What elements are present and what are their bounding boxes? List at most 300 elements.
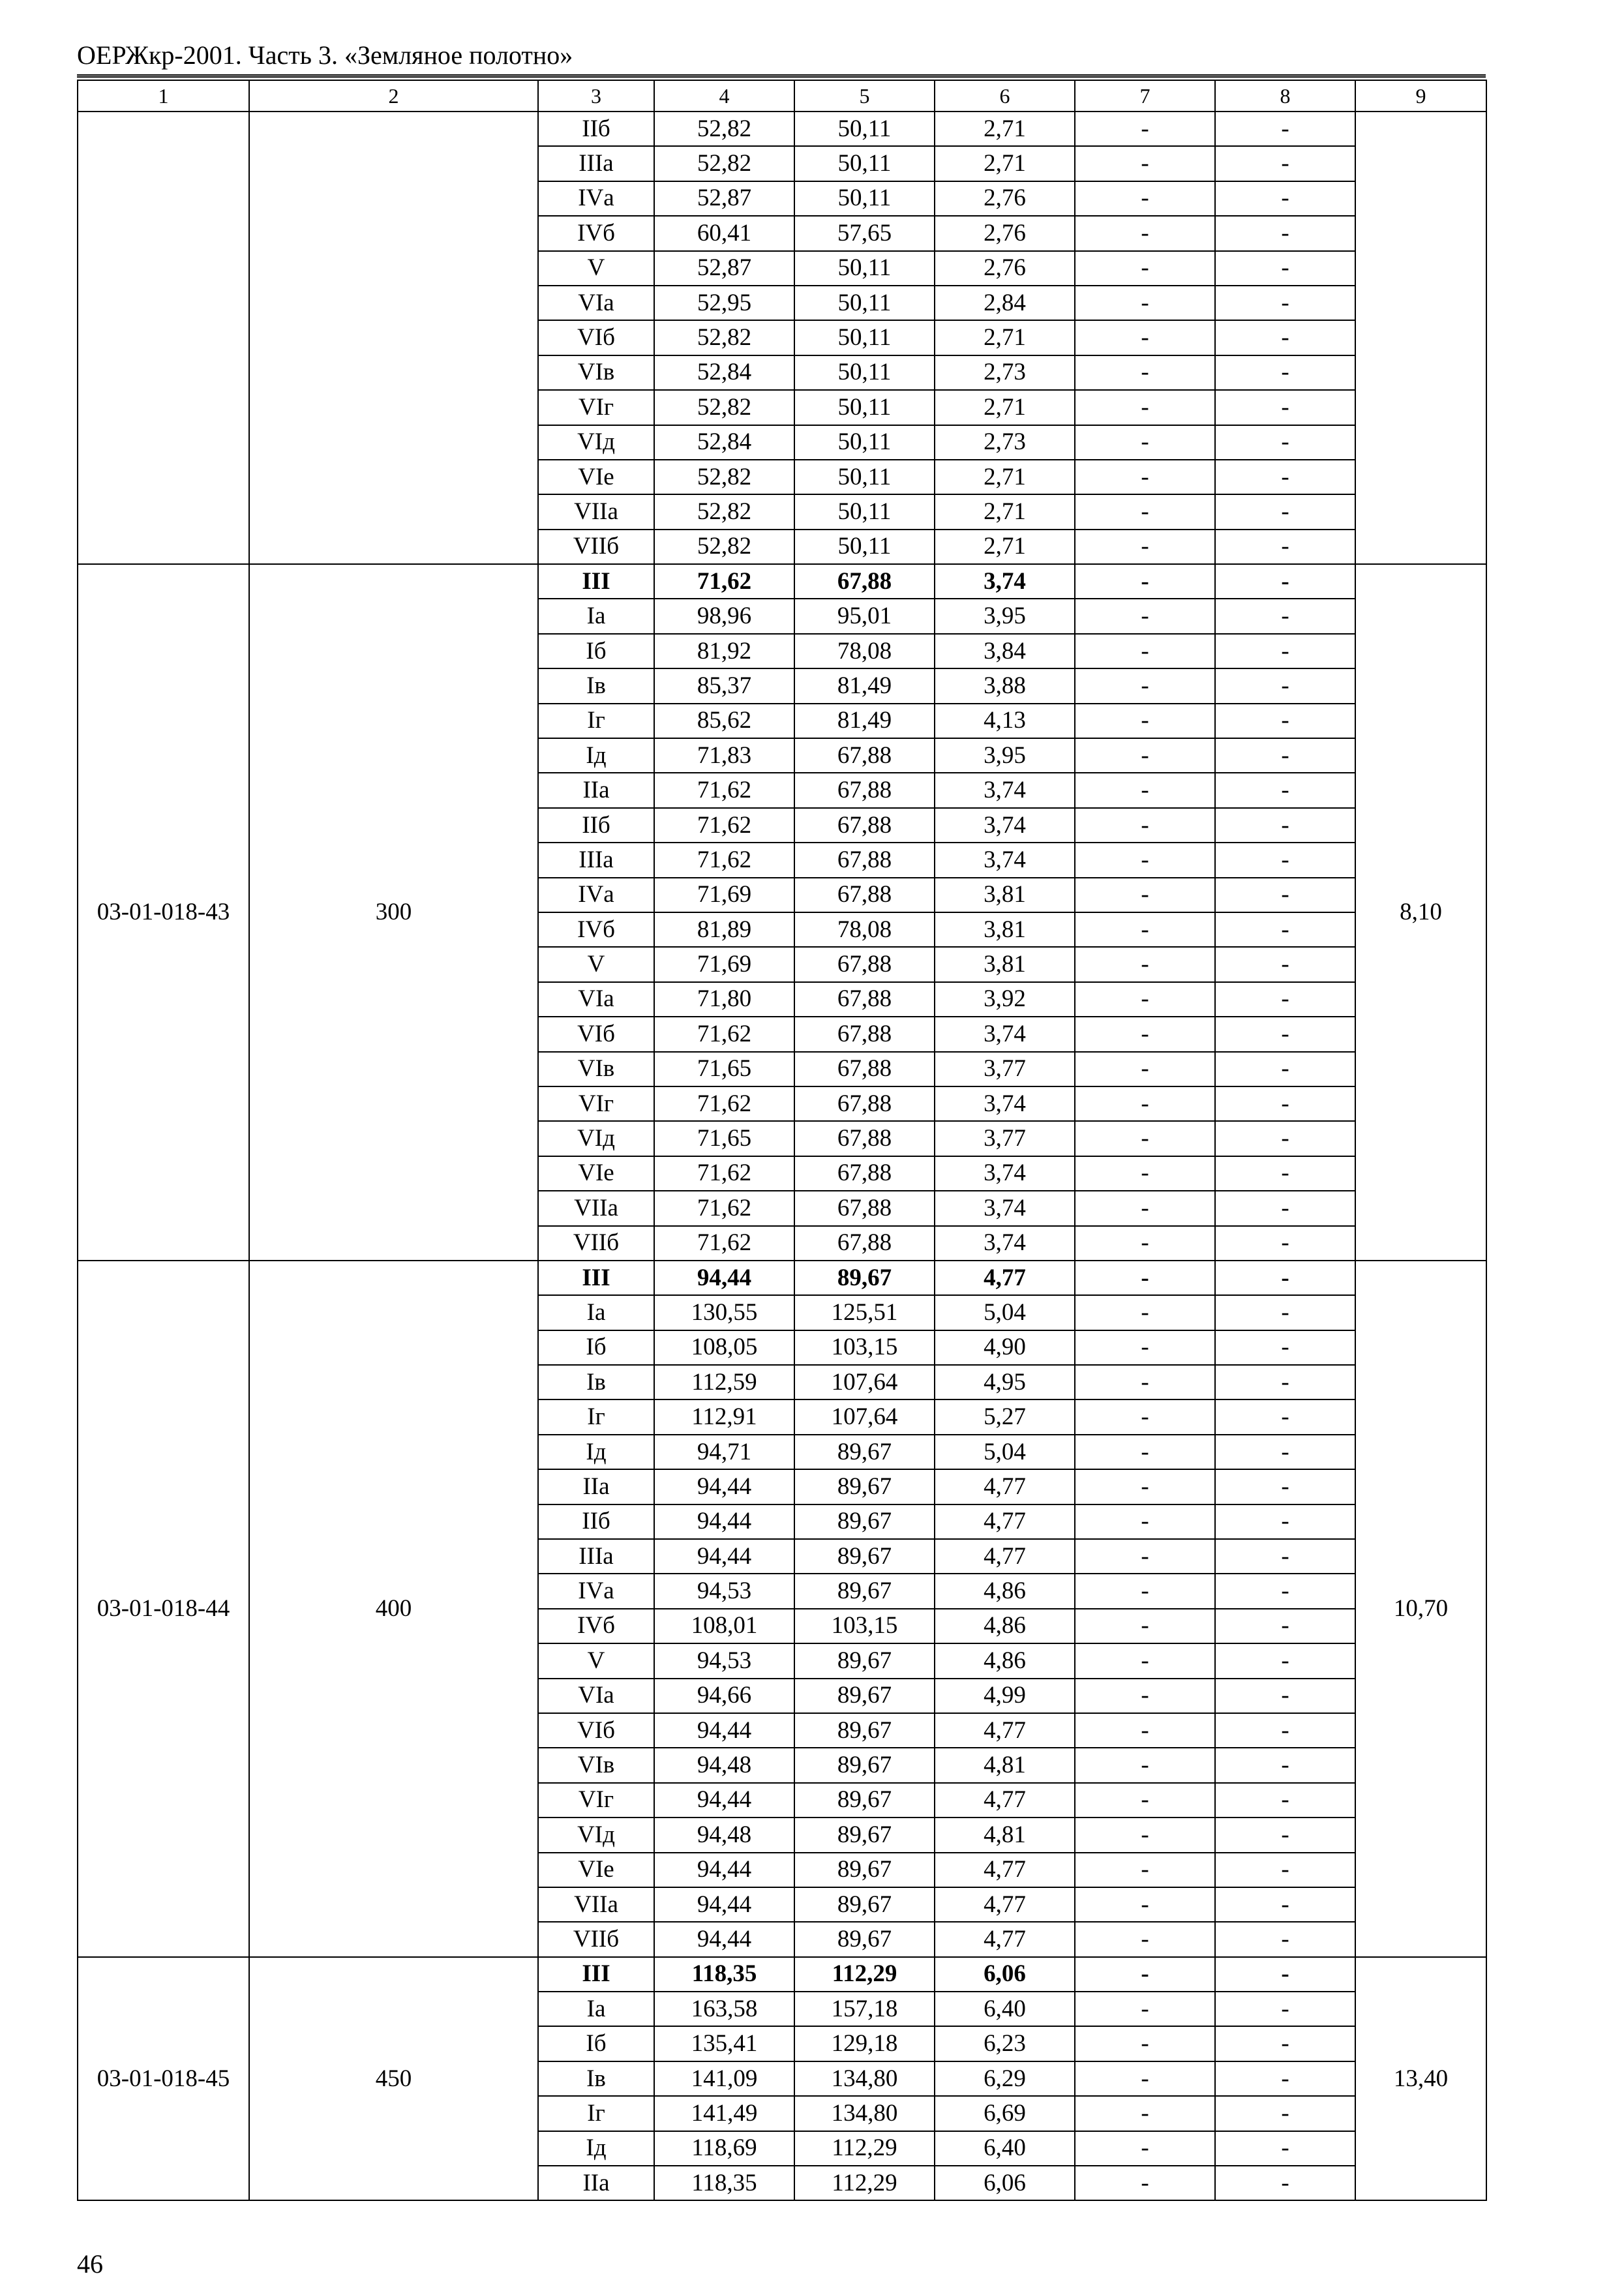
cell-col8: - (1215, 2026, 1355, 2061)
cell-col8: - (1215, 1783, 1355, 1818)
cell-total-cost: 112,91 (654, 1399, 794, 1434)
cell-zone: III (538, 1957, 654, 1992)
cell-machine-cost: 4,77 (935, 1261, 1075, 1295)
cell-wages: 67,88 (794, 738, 935, 773)
cell-zone: VIа (538, 982, 654, 1017)
cell-col8: - (1215, 599, 1355, 633)
cell-col8: - (1215, 390, 1355, 425)
cell-col8: - (1215, 2096, 1355, 2131)
cell-zone: VIг (538, 1783, 654, 1818)
cell-total-cost: 94,53 (654, 1574, 794, 1608)
cell-wages: 89,67 (794, 1748, 935, 1782)
cell-col8: - (1215, 1295, 1355, 1330)
cell-zone: Iг (538, 1399, 654, 1434)
cell-col8: - (1215, 1052, 1355, 1086)
cell-total-cost: 52,82 (654, 494, 794, 529)
cell-wages: 89,67 (794, 1783, 935, 1818)
cell-total-cost: 71,62 (654, 1086, 794, 1121)
cell-zone: IIIа (538, 843, 654, 877)
cell-total-cost: 94,44 (654, 1887, 794, 1922)
cell-col8: - (1215, 1853, 1355, 1887)
cell-machine-cost: 6,23 (935, 2026, 1075, 2061)
cell-machine-cost: 4,77 (935, 1783, 1075, 1818)
cell-wages: 50,11 (794, 530, 935, 564)
cell-col8: - (1215, 1435, 1355, 1469)
cell-machine-cost: 4,77 (935, 1922, 1075, 1956)
cell-zone: Iг (538, 704, 654, 738)
cell-machine-cost: 3,74 (935, 808, 1075, 843)
cell-col7: - (1075, 947, 1215, 981)
cell-machine-cost: 6,40 (935, 1992, 1075, 2026)
cell-machine-cost: 3,84 (935, 634, 1075, 668)
cell-col7: - (1075, 1713, 1215, 1748)
cell-wages: 89,67 (794, 1504, 935, 1539)
cell-col8: - (1215, 1957, 1355, 1992)
cell-wages: 134,80 (794, 2096, 935, 2131)
cell-machine-cost: 4,86 (935, 1643, 1075, 1678)
cell-machine-cost: 3,81 (935, 878, 1075, 912)
cell-wages: 107,64 (794, 1365, 935, 1399)
cell-total-cost: 52,82 (654, 460, 794, 494)
cell-wages: 103,15 (794, 1609, 935, 1643)
cell-col7: - (1075, 1539, 1215, 1574)
cell-total-cost: 52,84 (654, 355, 794, 390)
cell-machine-cost: 3,74 (935, 564, 1075, 599)
cell-machine-cost: 6,06 (935, 1957, 1075, 1992)
cell-wages: 50,11 (794, 320, 935, 355)
cell-zone: III (538, 564, 654, 599)
cell-col8: - (1215, 1504, 1355, 1539)
cell-col7: - (1075, 1783, 1215, 1818)
cell-total-cost: 141,49 (654, 2096, 794, 2131)
cell-col7: - (1075, 1574, 1215, 1608)
cell-wages: 50,11 (794, 146, 935, 181)
cell-zone: IIб (538, 1504, 654, 1539)
cell-zone: Iа (538, 599, 654, 633)
cell-machine-cost: 3,74 (935, 773, 1075, 807)
cell-zone: V (538, 1643, 654, 1678)
cell-col8: - (1215, 1156, 1355, 1191)
cell-machine-cost: 3,74 (935, 1226, 1075, 1261)
cell-col7: - (1075, 1017, 1215, 1051)
cell-zone: III (538, 1261, 654, 1295)
cell-col7: - (1075, 982, 1215, 1017)
cell-col8: - (1215, 1261, 1355, 1295)
cell-total-cost: 71,62 (654, 564, 794, 599)
table-row (78, 1957, 1486, 1992)
cell-col7: - (1075, 564, 1215, 599)
cell-col7: - (1075, 912, 1215, 947)
cell-machine-cost: 3,77 (935, 1052, 1075, 1086)
cell-machine-cost: 6,06 (935, 2166, 1075, 2200)
cell-col7: - (1075, 2131, 1215, 2166)
cell-machine-cost: 3,81 (935, 947, 1075, 981)
cell-machine-cost: 3,74 (935, 843, 1075, 877)
cell-total-cost: 71,62 (654, 1017, 794, 1051)
cell-col8: - (1215, 1887, 1355, 1922)
cell-wages: 89,67 (794, 1261, 935, 1295)
cell-total-cost: 52,82 (654, 146, 794, 181)
cell-col7: - (1075, 808, 1215, 843)
cell-col8: - (1215, 251, 1355, 286)
cell-col8: - (1215, 912, 1355, 947)
cell-zone: IIIа (538, 1539, 654, 1574)
cell-total-cost: 94,66 (654, 1679, 794, 1713)
cell-total-cost: 94,53 (654, 1643, 794, 1678)
cell-zone: Iб (538, 2026, 654, 2061)
cell-col8: - (1215, 1574, 1355, 1608)
cell-machine-cost: 2,76 (935, 216, 1075, 250)
cell-total-cost: 94,44 (654, 1783, 794, 1818)
column-number-row (78, 80, 1486, 112)
cell-machine-cost: 4,77 (935, 1853, 1075, 1887)
cell-wages: 89,67 (794, 1679, 935, 1713)
cell-col7: - (1075, 1887, 1215, 1922)
cell-total-cost: 118,35 (654, 1957, 794, 1992)
cell-total-cost: 81,92 (654, 634, 794, 668)
cell-col7: - (1075, 1191, 1215, 1225)
cell-machine-cost: 3,77 (935, 1121, 1075, 1156)
cell-zone: VIIа (538, 494, 654, 529)
cell-machine-cost: 3,74 (935, 1017, 1075, 1051)
cell-col8: - (1215, 1121, 1355, 1156)
cell-col7: - (1075, 181, 1215, 216)
cell-wages: 89,67 (794, 1818, 935, 1852)
cell-col7: - (1075, 1469, 1215, 1504)
cell-wages: 157,18 (794, 1992, 935, 2026)
cell-col7: - (1075, 599, 1215, 633)
cell-col7: - (1075, 146, 1215, 181)
cell-col8: - (1215, 1469, 1355, 1504)
cell-col8: - (1215, 808, 1355, 843)
cell-zone: V (538, 251, 654, 286)
cell-machine-cost: 4,95 (935, 1365, 1075, 1399)
cell-wages: 50,11 (794, 286, 935, 320)
cell-zone: VIIб (538, 1922, 654, 1956)
cell-total-cost: 71,62 (654, 1226, 794, 1261)
cell-code: 03-01-018-44 (78, 1261, 249, 1957)
cell-wages: 50,11 (794, 112, 935, 146)
cell-parameter (249, 112, 538, 564)
cell-machine-cost: 3,81 (935, 912, 1075, 947)
cell-zone: IIIа (538, 146, 654, 181)
cell-zone: Iд (538, 2131, 654, 2166)
cell-machine-cost: 2,71 (935, 460, 1075, 494)
cell-zone: Iа (538, 1295, 654, 1330)
cell-zone: V (538, 947, 654, 981)
cell-wages: 107,64 (794, 1399, 935, 1434)
cell-zone: VIд (538, 1121, 654, 1156)
cell-col8: - (1215, 1643, 1355, 1678)
cell-zone: Iв (538, 2061, 654, 2096)
cell-machine-cost: 3,74 (935, 1156, 1075, 1191)
table-row (78, 112, 1486, 146)
cell-total-cost: 81,89 (654, 912, 794, 947)
cell-machine-cost: 3,88 (935, 668, 1075, 703)
cell-machine-cost: 4,77 (935, 1539, 1075, 1574)
cell-col8: - (1215, 1365, 1355, 1399)
cell-zone: Iб (538, 634, 654, 668)
cell-col7: - (1075, 1261, 1215, 1295)
cell-total-cost: 71,83 (654, 738, 794, 773)
cell-zone: VIв (538, 355, 654, 390)
cell-col7: - (1075, 773, 1215, 807)
cell-zone: VIд (538, 1818, 654, 1852)
cell-col7: - (1075, 494, 1215, 529)
column-header: 9 (1355, 80, 1486, 112)
cell-machine-cost: 5,27 (935, 1399, 1075, 1434)
cell-col7: - (1075, 1748, 1215, 1782)
cell-col8: - (1215, 1609, 1355, 1643)
cell-col8: - (1215, 425, 1355, 460)
cell-zone: IVа (538, 181, 654, 216)
cell-col7: - (1075, 634, 1215, 668)
cell-col7: - (1075, 738, 1215, 773)
cell-col7: - (1075, 1922, 1215, 1956)
cell-wages: 67,88 (794, 1086, 935, 1121)
cell-zone: VIе (538, 1853, 654, 1887)
cell-total-cost: 118,35 (654, 2166, 794, 2200)
cell-col7: - (1075, 843, 1215, 877)
cell-machine-cost: 5,04 (935, 1435, 1075, 1469)
cell-machine-cost: 2,71 (935, 530, 1075, 564)
cell-wages: 67,88 (794, 773, 935, 807)
cell-wages: 89,67 (794, 1435, 935, 1469)
cell-total-cost: 94,44 (654, 1539, 794, 1574)
cell-code: 03-01-018-43 (78, 564, 249, 1261)
cell-zone: Iг (538, 2096, 654, 2131)
cell-machine-cost: 2,76 (935, 251, 1075, 286)
cell-machine-cost: 4,81 (935, 1748, 1075, 1782)
cell-total-cost: 52,82 (654, 112, 794, 146)
cell-wages: 89,67 (794, 1887, 935, 1922)
cell-wages: 67,88 (794, 982, 935, 1017)
cell-wages: 50,11 (794, 251, 935, 286)
cell-col7: - (1075, 1295, 1215, 1330)
cell-wages: 50,11 (794, 494, 935, 529)
cell-machine-cost: 6,29 (935, 2061, 1075, 2096)
cell-col7: - (1075, 1052, 1215, 1086)
cell-zone: Iд (538, 738, 654, 773)
cell-wages: 81,49 (794, 704, 935, 738)
cell-col8: - (1215, 286, 1355, 320)
cell-total-cost: 108,05 (654, 1330, 794, 1365)
cell-col7: - (1075, 1226, 1215, 1261)
cell-machine-cost: 2,73 (935, 425, 1075, 460)
cell-zone: IVб (538, 1609, 654, 1643)
cell-total-cost: 94,48 (654, 1748, 794, 1782)
cell-col8: - (1215, 1330, 1355, 1365)
cell-total-cost: 52,82 (654, 530, 794, 564)
cell-col7: - (1075, 1156, 1215, 1191)
cell-total-cost: 71,69 (654, 878, 794, 912)
cell-machine-cost: 2,71 (935, 146, 1075, 181)
cell-col8: - (1215, 634, 1355, 668)
cell-col7: - (1075, 1957, 1215, 1992)
cell-col8: - (1215, 112, 1355, 146)
cell-wages: 112,29 (794, 2131, 935, 2166)
cell-zone: IIб (538, 808, 654, 843)
cell-machine-cost: 4,77 (935, 1713, 1075, 1748)
cell-col8: - (1215, 1992, 1355, 2026)
cell-zone: VIа (538, 1679, 654, 1713)
cell-parameter: 450 (249, 1957, 538, 2201)
cell-col8: - (1215, 947, 1355, 981)
cell-zone: IIа (538, 773, 654, 807)
table-row (78, 1261, 1486, 1295)
cell-total-cost: 108,01 (654, 1609, 794, 1643)
cell-wages: 81,49 (794, 668, 935, 703)
cell-col7: - (1075, 460, 1215, 494)
cell-total-cost: 85,37 (654, 668, 794, 703)
cell-col7: - (1075, 1121, 1215, 1156)
cell-col7: - (1075, 530, 1215, 564)
cell-wages: 67,88 (794, 1226, 935, 1261)
cell-wages: 67,88 (794, 1191, 935, 1225)
cell-col7: - (1075, 878, 1215, 912)
cell-zone: IVб (538, 216, 654, 250)
cell-wages: 67,88 (794, 1017, 935, 1051)
cell-labor-total: 10,70 (1355, 1261, 1486, 1957)
cell-machine-cost: 3,95 (935, 738, 1075, 773)
cell-machine-cost: 4,81 (935, 1818, 1075, 1852)
cell-wages: 89,67 (794, 1469, 935, 1504)
cell-col7: - (1075, 1330, 1215, 1365)
cell-col8: - (1215, 1539, 1355, 1574)
cell-total-cost: 141,09 (654, 2061, 794, 2096)
cell-zone: VIб (538, 320, 654, 355)
cell-zone: Iв (538, 1365, 654, 1399)
cell-total-cost: 71,62 (654, 808, 794, 843)
cell-col8: - (1215, 1713, 1355, 1748)
cell-col8: - (1215, 2061, 1355, 2096)
cell-zone: VIв (538, 1052, 654, 1086)
cell-total-cost: 71,62 (654, 773, 794, 807)
column-header: 3 (538, 80, 654, 112)
cell-machine-cost: 2,71 (935, 320, 1075, 355)
cell-col7: - (1075, 112, 1215, 146)
cell-wages: 67,88 (794, 947, 935, 981)
cell-zone: IIа (538, 2166, 654, 2200)
cell-total-cost: 94,71 (654, 1435, 794, 1469)
cell-col8: - (1215, 530, 1355, 564)
cell-col7: - (1075, 286, 1215, 320)
column-header: 1 (78, 80, 249, 112)
cell-col8: - (1215, 564, 1355, 599)
cell-col7: - (1075, 1853, 1215, 1887)
cell-col8: - (1215, 668, 1355, 703)
cell-total-cost: 52,87 (654, 251, 794, 286)
cell-wages: 103,15 (794, 1330, 935, 1365)
cell-col8: - (1215, 1226, 1355, 1261)
cell-col8: - (1215, 738, 1355, 773)
cell-col7: - (1075, 1504, 1215, 1539)
cell-wages: 50,11 (794, 181, 935, 216)
cell-machine-cost: 4,77 (935, 1504, 1075, 1539)
cell-wages: 129,18 (794, 2026, 935, 2061)
cell-col8: - (1215, 320, 1355, 355)
cell-total-cost: 52,84 (654, 425, 794, 460)
cell-wages: 50,11 (794, 390, 935, 425)
column-header: 2 (249, 80, 538, 112)
cell-machine-cost: 4,99 (935, 1679, 1075, 1713)
cell-zone: IIа (538, 1469, 654, 1504)
cell-col7: - (1075, 1086, 1215, 1121)
cell-total-cost: 94,44 (654, 1469, 794, 1504)
cell-wages: 67,88 (794, 808, 935, 843)
cell-col7: - (1075, 2026, 1215, 2061)
cell-col8: - (1215, 704, 1355, 738)
cell-total-cost: 71,65 (654, 1121, 794, 1156)
cell-zone: VIб (538, 1713, 654, 1748)
cell-col7: - (1075, 2166, 1215, 2200)
cell-zone: IVб (538, 912, 654, 947)
cell-machine-cost: 4,13 (935, 704, 1075, 738)
cell-labor-total (1355, 112, 1486, 564)
cell-col8: - (1215, 355, 1355, 390)
cell-wages: 89,67 (794, 1574, 935, 1608)
cell-col8: - (1215, 494, 1355, 529)
cell-zone: VIг (538, 390, 654, 425)
cell-wages: 50,11 (794, 425, 935, 460)
cell-total-cost: 71,69 (654, 947, 794, 981)
cell-machine-cost: 3,95 (935, 599, 1075, 633)
cell-wages: 78,08 (794, 912, 935, 947)
cell-labor-total: 8,10 (1355, 564, 1486, 1261)
cell-zone: VIв (538, 1748, 654, 1782)
cell-col7: - (1075, 704, 1215, 738)
cell-col8: - (1215, 1679, 1355, 1713)
cell-machine-cost: 4,86 (935, 1574, 1075, 1608)
cell-machine-cost: 2,84 (935, 286, 1075, 320)
cell-code (78, 112, 249, 564)
cell-machine-cost: 4,77 (935, 1469, 1075, 1504)
column-header: 4 (654, 80, 794, 112)
cell-wages: 50,11 (794, 460, 935, 494)
cell-col8: - (1215, 1191, 1355, 1225)
column-header: 5 (794, 80, 935, 112)
cell-zone: VIб (538, 1017, 654, 1051)
cell-zone: VIIа (538, 1887, 654, 1922)
cell-total-cost: 94,44 (654, 1922, 794, 1956)
cell-total-cost: 71,80 (654, 982, 794, 1017)
column-header: 7 (1075, 80, 1215, 112)
cell-total-cost: 118,69 (654, 2131, 794, 2166)
cell-zone: VIIб (538, 1226, 654, 1261)
cell-total-cost: 60,41 (654, 216, 794, 250)
cell-code: 03-01-018-45 (78, 1957, 249, 2201)
cell-labor-total: 13,40 (1355, 1957, 1486, 2201)
cell-zone: Iд (538, 1435, 654, 1469)
cell-wages: 67,88 (794, 564, 935, 599)
cell-total-cost: 94,48 (654, 1818, 794, 1852)
cell-wages: 89,67 (794, 1922, 935, 1956)
cell-total-cost: 98,96 (654, 599, 794, 633)
cell-zone: VIе (538, 1156, 654, 1191)
cell-total-cost: 85,62 (654, 704, 794, 738)
cell-zone: Iв (538, 668, 654, 703)
cell-col7: - (1075, 355, 1215, 390)
cell-zone: VIIа (538, 1191, 654, 1225)
cell-total-cost: 94,44 (654, 1504, 794, 1539)
table-body (78, 112, 1486, 2200)
cell-col8: - (1215, 460, 1355, 494)
price-table (77, 80, 1487, 2201)
cell-total-cost: 71,65 (654, 1052, 794, 1086)
cell-wages: 89,67 (794, 1853, 935, 1887)
cell-col8: - (1215, 773, 1355, 807)
cell-zone: Iа (538, 1992, 654, 2026)
